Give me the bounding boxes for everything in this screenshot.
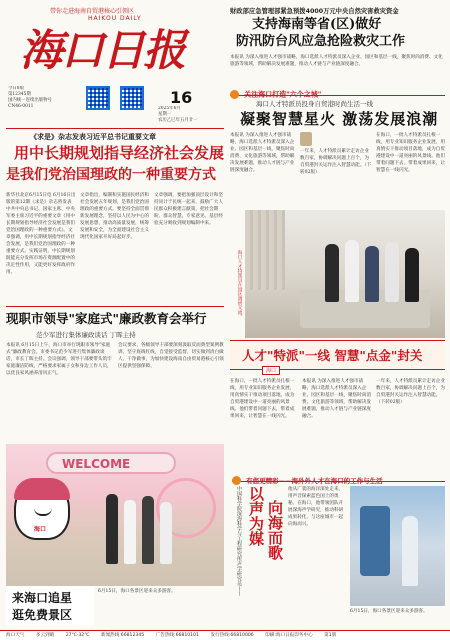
top-right-headline-2: 防汛防台风应急抢险救灾工作 — [236, 34, 406, 49]
footer-item: 印刷:海口日报印务中心 — [265, 633, 313, 638]
photo-shelves — [245, 210, 285, 290]
banner-headline: 人才"特派"一线 智慧"点金"封关 — [242, 348, 423, 363]
photo-feature-headline-2: 逛免费景区 — [12, 608, 73, 622]
date-lines — [158, 106, 218, 124]
footer-item: 新闻热线:66812345 — [100, 633, 145, 638]
mascot-hair — [14, 478, 70, 500]
photo-feature-title-box — [6, 586, 94, 626]
masthead-logo: 海口日报 — [20, 26, 184, 76]
main-body-right: 文章强调，要把加强顶层设计和坚持问计于民统一起来，鼓励广大人民群众积极建言献策，把社会期盼、群众智慧、专家意见、基层经验充分吸收到规划编制中来。 — [154, 193, 223, 226]
date-line: 农历乙巳年五月廿一 — [158, 118, 198, 123]
info-line: 今日8版 — [8, 86, 24, 91]
section-badge-icon — [230, 90, 239, 99]
feature-kicker: 海口人才特派员投身自贸港时尚生活一线 — [256, 100, 373, 108]
feature-headline: 凝聚智慧星火 激荡发展浪潮 — [240, 110, 439, 128]
bottom-right-photo — [350, 486, 445, 606]
secondary-rule — [6, 306, 224, 307]
footer-item: 广告热线:66810101 — [155, 633, 199, 638]
mascot-face — [34, 508, 52, 516]
qr-code-2 — [120, 86, 144, 110]
date-line: 2025年6月 — [158, 106, 181, 111]
photo-person — [142, 496, 154, 564]
banner-body-2: 本报讯 为深入推进人才强市战略，海口选派人才特派员深入企业、园区和基层一线，聚焦时尚消费、文化旅游等领域，帮助解决发展难题，推动人才链与产业链深度融合。 — [302, 379, 371, 419]
qr-code-1 — [86, 86, 110, 110]
masthead-pinyin: HAIKOU DAILY — [88, 15, 142, 22]
banner-tag: 海口 — [262, 366, 280, 375]
top-right-body: 本报讯 为深入推进人才强市战略，海口选派人才特派员深入企业、园区和基层一线，聚焦时尚消费、文化旅游等领域，帮助解决发展难题，推动人才链与产业链深度融合。 — [230, 55, 443, 67]
photo-person — [160, 502, 172, 564]
feature-body-right: 在海口，一批人才特派员扎根一线，用专业知识服务企业发展，用真情实干推动项目落地，成为自贸港建设中一道亮丽的风景线。他们带着问题下去，带着成果回来，让智慧在一线闪光。 — [376, 133, 445, 173]
photo-person — [345, 240, 359, 302]
footer-item: 发行热线:66810006 — [210, 633, 254, 638]
info-line: CN46-0011 — [8, 104, 34, 109]
photo-feature-caption: 6月15日，海口各景区迎来众多游客。 — [98, 589, 176, 594]
bottom-right-photo-caption: 6月15日，海口各景区迎来众多游客。 — [350, 609, 428, 614]
banner-body-3: 一年来，人才特派员累计走访企业数百家，协调解决问题上百个，为自贸港封关运作注入智慧动能。（下转02版） — [376, 379, 445, 405]
feature-body-left: 本报讯 为深入推进人才强市战略，海口选派人才特派员深入企业、园区和基层一线，聚焦时尚消费、文化旅游等领域，帮助解决发展难题，推动人才链与产业链深度融合。 — [230, 133, 295, 173]
feature-body-mid: 一年来，人才特派员累计走访企业数百家，协调解决问题上百个，为自贸港封关运作注入智慧动能。（下转02版） — [300, 149, 372, 175]
feature-byline-photo — [300, 132, 312, 146]
photo-feature-headline-1: 来海口追星 — [12, 591, 73, 605]
photo-person — [106, 494, 118, 564]
photo-person — [325, 244, 339, 302]
photo-person — [385, 242, 399, 302]
main-headline-2: 是我们党治国理政的一种重要方式 — [6, 167, 216, 183]
date-day: 16 — [170, 88, 193, 107]
cartoon-mascot — [14, 478, 70, 540]
bottom-right-vertical-headline-2: 向海而歌 — [266, 500, 284, 560]
photo-person — [365, 246, 379, 302]
main-body-mid: 文章指出，编制和实施国民经济和社会发展五年规划，是我们党治国理政的重要方式。要坚持全面贯彻新发展理念，坚持以人民为中心的发展思想，推动高质量发展，统筹发展和安全，为全面建设社会主义现代化国家开好局起好步。 — [80, 193, 149, 240]
top-right-kicker: 财政部应急管理部紧急预拨4000万元中央自然灾害救灾资金 — [230, 8, 399, 15]
main-top-rule — [6, 128, 224, 129]
feature-photo — [245, 210, 445, 338]
photo-equipment — [360, 506, 390, 576]
footer-item: 多云到晴 — [35, 633, 55, 638]
secondary-subhead: 范少军进行集体廉政谈话 丁晖主持 — [36, 331, 136, 339]
main-kicker: 《求是》杂志发表习近平总书记重要文章 — [30, 133, 156, 141]
date-line: 星期一 — [158, 112, 172, 117]
masthead-slogan: 带你走进海南自贸港核心引领区 — [50, 8, 135, 15]
bottom-right-badge-label: 有您更精彩——海外外人才在海口的工作与生活 — [246, 477, 383, 485]
photo-person — [405, 248, 419, 302]
footer-bar — [0, 630, 450, 640]
main-body-left: 新华社北京6月15日电 6月16日出版的第12期《求是》杂志将发表中共中央总书记、国家主席、中央军委主席习近平的重要文章《用中长期规划指导经济社会发展是我们党治国理政的一种重要方式》。文章强调，用中长期规划指导经济社会发展，是我们党治国理政的一种重要方式。实践证明，中长期规划既能充分发挥市场在资源配置中的决定性作用，又能更好发挥政府作用。 — [6, 193, 76, 275]
top-right-headline-1: 支持海南等省(区)做好 — [252, 17, 382, 32]
footer-item: 27℃-32℃ — [65, 633, 90, 638]
secondary-headline: 现职市领导"家庭式"廉政教育会举行 — [6, 311, 207, 326]
bottom-right-body: 他从广袤的海洋深处走来，用声音探索蓝色国土的奥秘。在海口，他带领团队开展深海声学研究，推动科研成果转化，与这座城市一起向海而兴。 — [288, 487, 344, 527]
photo-person — [124, 500, 136, 564]
bottom-right-vertical-sub: 中国科学院深海科学与工程研究所声学研究员—— — [236, 486, 242, 596]
photo-person — [402, 516, 418, 586]
info-line: 国内统一连续出版物号 — [8, 98, 52, 103]
info-line: 第12345期 — [8, 92, 31, 97]
footer-page: 第1版 — [324, 633, 337, 638]
bottom-right-badge — [232, 470, 445, 485]
secondary-body-right: 会议要求，各级领导干部要深刻汲取反面典型案例教训，坚守底线红线，自觉接受监督，切实做到清白做人、干净做事，为加快建设海南自由贸易港核心引领区提供坚强保障。 — [118, 343, 224, 369]
badge-icon — [232, 476, 241, 485]
cartoon-label: 海口 — [34, 526, 47, 533]
feature-photo-caption: 海口人才特派员在园区调研交流。 — [237, 250, 242, 319]
masthead-info — [8, 86, 68, 110]
bottom-right-vertical-headline-1: 以声为媒 — [247, 486, 265, 546]
secondary-body-left: 本报讯 6月15日上午，海口市举行现职市领导"家庭式"廉政教育会。市委书记范少军进行集体廉政谈话，市长丁晖主持。会议强调，领导干部要带头筑牢家庭廉洁防线，严格要求家属子女和身边工作人员，以优良家风涵养清风正气。 — [6, 343, 112, 376]
welcome-sign-text: WELCOME — [62, 457, 131, 471]
feature-section-label: 关注海口打造"六个之城" — [244, 90, 322, 99]
welcome-sign — [46, 452, 176, 474]
main-headline-1: 用中长期规划指导经济社会发展 — [14, 144, 225, 162]
banner-body-1: 在海口，一批人才特派员扎根一线，用专业知识服务企业发展，用真情实干推动项目落地，成为自贸港建设中一道亮丽的风景线。他们带着问题下去，带着成果回来，让智慧在一线闪光。 — [230, 379, 295, 419]
footer-item: 海口天气 — [6, 633, 25, 638]
feature-section-badge — [230, 84, 445, 99]
